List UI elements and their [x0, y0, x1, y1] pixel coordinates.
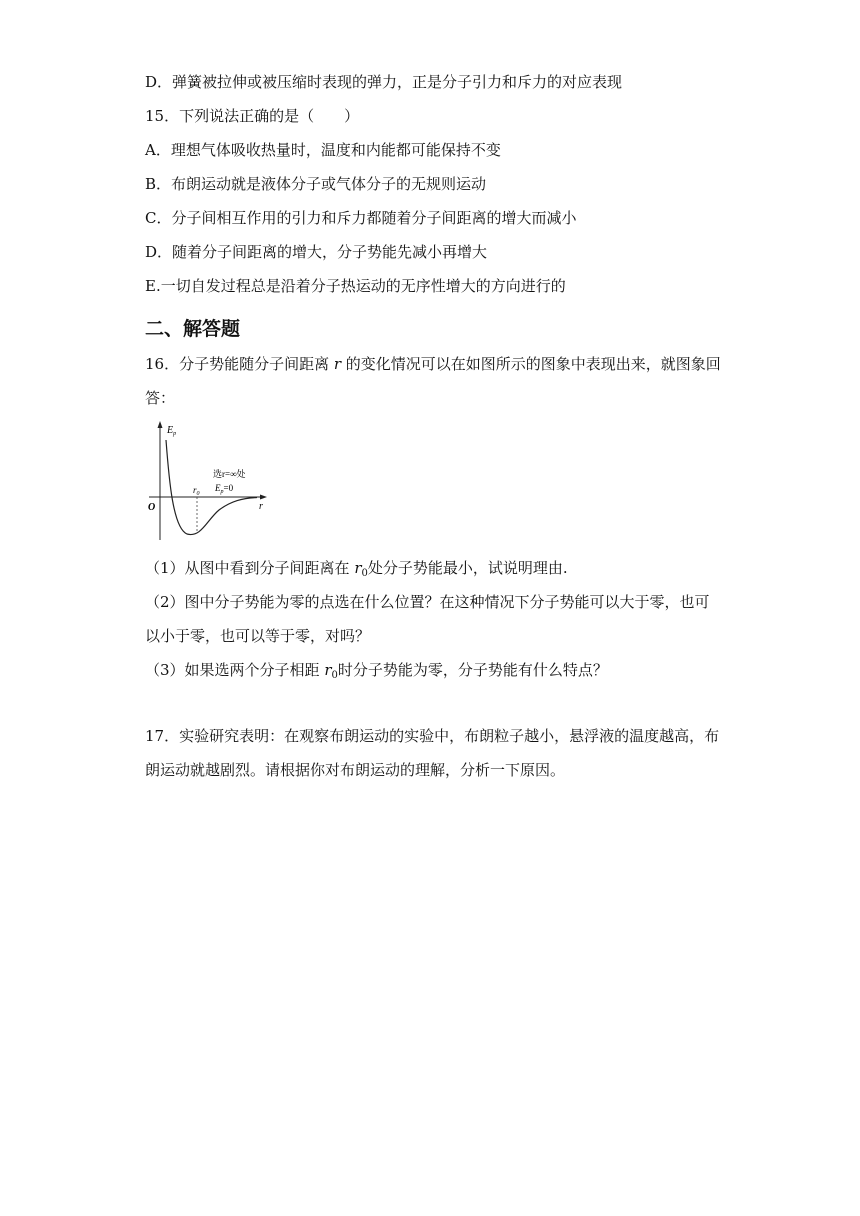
q15-option-e: E.一切自发过程总是沿着分子热运动的无序性增大的方向进行的 — [145, 277, 566, 295]
potential-curve — [166, 440, 257, 535]
q16-sub1-text-a: （1）从图中看到分子间距离在 — [145, 559, 355, 577]
q16-sub3-text-b: 时分子势能为零，分子势能有什么特点？ — [337, 661, 608, 679]
potential-energy-figure — [145, 420, 270, 545]
q16-sub3-subscript: 0 — [331, 670, 338, 681]
x-axis-arrow — [260, 495, 267, 500]
origin-label: O — [148, 502, 156, 513]
q16-sub1 — [145, 558, 568, 578]
q15-option-c: C．分子间相互作用的引力和斥力都随着分子间距离的增大而减小 — [145, 209, 577, 227]
q16-sub1-subscript: 0 — [361, 568, 368, 579]
q16-sub2-line2: 以小于零，也可以等于零，对吗？ — [145, 627, 371, 645]
q14-option-d: D．弹簧被拉伸或被压缩时表现的弹力，正是分子引力和斥力的对应表现 — [145, 73, 623, 91]
q16-stem-line2: 答： — [145, 389, 176, 407]
q15-option-b: B．布朗运动就是液体分子或气体分子的无规则运动 — [145, 175, 487, 193]
r0-label: $r_0$ — [193, 485, 200, 497]
q16-sub1-var: r — [354, 559, 362, 577]
q15-option-d: D．随着分子间距离的增大，分子势能先减小再增大 — [145, 243, 488, 261]
q16-sub3 — [145, 660, 608, 680]
y-axis-arrow — [158, 421, 163, 428]
q16-sub3-var: r — [324, 661, 332, 679]
q16-sub3-text-a: （3）如果选两个分子相距 — [145, 661, 325, 679]
x-axis-label: r — [259, 501, 263, 512]
q16-sub1-text-b: 处分子势能最小，试说明理由. — [367, 559, 568, 577]
y-axis-label: $E_p$ — [167, 425, 177, 437]
q17-line1: 17．实验研究表明：在观察布朗运动的实验中，布朗粒子越小，悬浮液的温度越高，布 — [145, 727, 720, 745]
q16-stem-line1 — [145, 354, 721, 374]
q15-option-a: A．理想气体吸收热量时，温度和内能都可能保持不变 — [145, 141, 501, 159]
section-heading: 二、解答题 — [145, 318, 241, 340]
zero-point-note-line2: $E_p=0$ — [215, 483, 234, 495]
q15-stem: 15．下列说法正确的是（ ） — [145, 107, 360, 125]
q16-stem-var: r — [333, 355, 342, 373]
q16-stem-text-b: 的变化情况可以在如图所示的图象中表现出来，就图象回 — [341, 355, 721, 373]
zero-point-note-line1: 选r=∞处 — [213, 469, 246, 479]
q17-line2: 朗运动就越剧烈。请根据你对布朗运动的理解，分析一下原因。 — [145, 761, 566, 779]
q16-sub2-line1: （2）图中分子势能为零的点选在什么位置？在这种情况下分子势能可以大于零，也可 — [145, 593, 710, 611]
q16-stem-text-a: 16．分子势能随分子间距离 — [145, 355, 334, 373]
